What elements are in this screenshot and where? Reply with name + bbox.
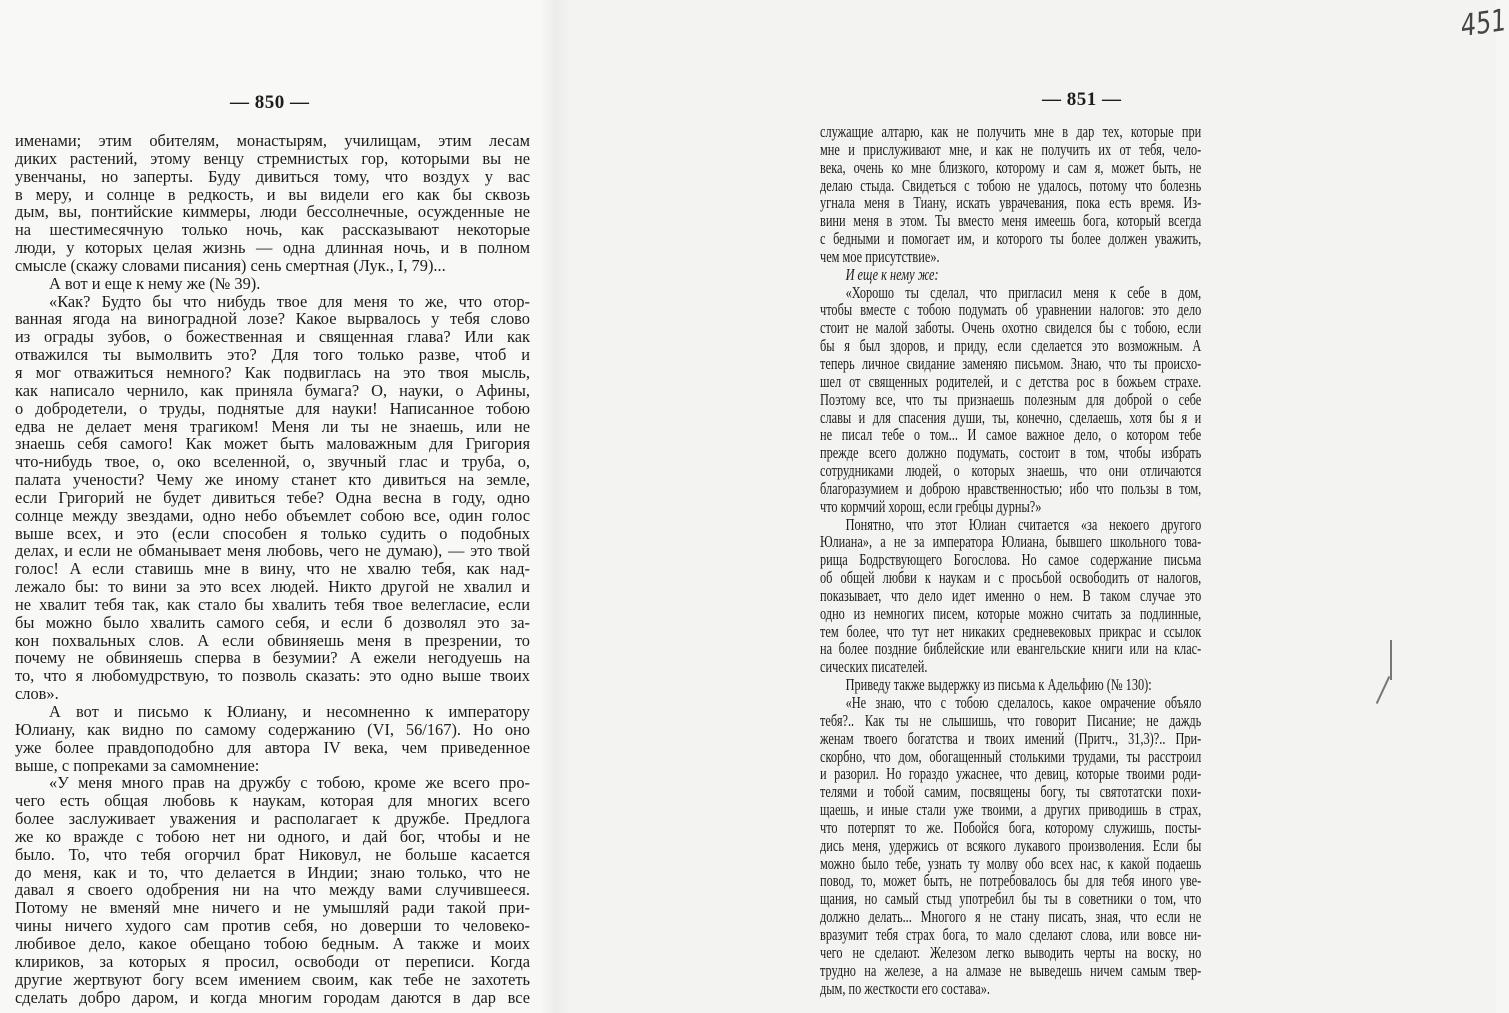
text-line: мне и прислуживают мне, и как не получить их от тебя, чело-	[820, 139, 1202, 159]
text-line: что-нибудь твое, о, око вселенной, о, звучный глас и труба, о,	[15, 452, 530, 472]
text-line: знаешь себя самого! Как может быть маловажным для Григория	[15, 434, 530, 454]
text-line: «Как? Будто бы что нибудь твое для меня то же, что отор-	[49, 291, 530, 311]
text-line: дись меня, удержись от всякого лукавого произволения. Если бы	[820, 835, 1202, 855]
text-line: Потому не вменяй мне ничего и не умышляй ради такой при-	[15, 898, 530, 918]
text-line: бы можно было хвалить самого себя, и если б дозволял это за-	[15, 612, 530, 632]
text-line: женам твоего богатства и твоих имений (Притч., 31,3)?.. При-	[820, 728, 1202, 748]
paragraph	[820, 676, 1201, 694]
text-line: более заслуживает уважения и располагает к дружбе. Предлога	[15, 809, 530, 829]
text-line: с бедными и помогает им, и которого ты более должен уважить,	[820, 229, 1202, 249]
paragraph	[820, 516, 1201, 677]
pencil-margin-mark	[1390, 640, 1392, 680]
text-line: диких растений, этому венцу стремнистых гор, которыми вы не	[15, 148, 530, 168]
text-line: тебя?.. Как ты не слышишь, что говорит Писание; не даждь	[820, 710, 1202, 730]
text-line: уже более правдоподобно для автора IV века, чем приведенное	[15, 737, 530, 757]
paragraph	[820, 266, 1201, 284]
text-line: А вот и еще к нему же (№ 39).	[49, 273, 261, 293]
text-line: другие жертвуют богу всем имением своим, как тебе не захотеть	[15, 969, 530, 989]
text-line: И еще к нему же:	[845, 264, 939, 284]
text-line: именами; этим обителям, монастырям, училищам, этим лесам	[15, 131, 530, 150]
text-line: трудно на железе, а на алмазе не выведешь ничем самым твер-	[820, 960, 1202, 980]
text-line: на более поздние библейские или евангельские книги или на клас-	[820, 639, 1202, 659]
text-line: и разорил. Но гораздо ужаснее, что девиц, которые твоими роди-	[820, 764, 1202, 784]
text-line: вразумит тебя страх бога, то мало сделают слова, или вовсе ни-	[820, 924, 1202, 944]
text-line: если Григорий не будет дивиться тебе? Одна весна в году, одно	[15, 487, 530, 507]
text-line: до меня, как и то, что делается в Индии; знаю только, что не	[15, 862, 530, 882]
text-line: чины ничего худого сам против себя, но доверши то человеко-	[15, 916, 530, 936]
text-line: то, что я любомудрствую, то позволь сказать: это одно выше твоих	[15, 666, 530, 686]
text-line: благоразумием и доброю нравственностью; ибо что пользы в том,	[820, 478, 1202, 498]
text-line: «У меня много прав на дружбу с тобою, кроме же всего про-	[49, 773, 530, 793]
left-text-column	[15, 132, 530, 1006]
text-line: делаю стыда. Свидеться с тобою не удалось, потому что болезнь	[820, 175, 1202, 195]
book-gutter	[540, 0, 570, 1013]
text-line: Приведу также выдержку из письма к Адельфию (№ 130):	[845, 675, 1152, 695]
text-line: клириков, за которых я просил, освободи от переписи. Когда	[15, 951, 530, 971]
text-line: чтобы вместе с тобою подумать об уравнении налогов: это дело	[820, 300, 1202, 320]
text-line: я мог отважиться немного? Как подвиглась на это твоя мысль,	[15, 362, 530, 382]
text-line: Понятно, что этот Юлиан считается «за некоего другого	[845, 514, 1202, 534]
text-line: показывает, что дело идет именно о нем. В таком случае это	[820, 585, 1202, 605]
text-line: люди, у которых целая жизнь — одна длинная ночь, и в полном	[15, 238, 530, 258]
text-line: кон похвальных слов. А если обвиняешь меня в презрении, то	[15, 630, 530, 650]
paragraph	[15, 275, 530, 293]
text-line: можно было тебе, узнать ту молву обо всех нас, к какой подаешь	[820, 853, 1202, 873]
text-line: делах, и если не обманывает меня любовь, чего не думаю), — это твой	[15, 541, 530, 561]
text-line: «Не знаю, что с тобою сделалось, какое омрачение объяло	[845, 693, 1202, 712]
text-line: Юлиану, как видно по самому содержанию (VI, 56/167). Но оно	[15, 719, 530, 739]
text-line: угнала меня в Тиану, искать уврачевания, пока есть время. Из-	[820, 193, 1202, 213]
text-line: Юлиана», а не за императора Юлиана, бывшего школьного това-	[820, 532, 1202, 552]
text-line: голос! А если ставишь мне в вину, что не хвалю тебя, как над-	[15, 559, 530, 579]
text-line: что потерпят то же. Побойся бога, которому служишь, посты-	[820, 817, 1202, 837]
text-line: дым, по жесткости его состава».	[820, 978, 990, 998]
text-line: сотрудниками людей, о которых знаешь, что они отличаются	[820, 461, 1202, 481]
paragraph	[15, 293, 530, 703]
paragraph	[820, 123, 1201, 266]
text-line: скорбно, что дом, обогащенный столькими трудами, ты расстроил	[820, 746, 1202, 766]
text-line: рища Бодрствующего Богослова. Но самое содержание письма	[820, 550, 1202, 570]
text-line: сделать добро даром, и когда многим городам даются в дар все	[15, 987, 530, 1007]
text-line: не хвалит тебя так, как стало бы хвалить тебя твое велегласие, если	[15, 594, 530, 614]
text-line: А вот и письмо к Юлиану, и несомненно к императору	[49, 702, 530, 721]
text-line: почему не обвиняешь сперва в безумии? А ежели негодуешь на	[15, 648, 530, 668]
text-line: выше, с попреками за самомнение:	[15, 755, 260, 775]
text-line: не писал тебе о том... И самое важное дело, о котором тебе	[820, 425, 1202, 445]
text-line: палата учености? Чему же иному станет кто дивиться на земле,	[15, 470, 530, 490]
text-line: солнце между звездами, одно небо объемлет собою все, один голос	[15, 505, 530, 525]
text-line: стоит не малой заботы. Очень охотно свиделся бы с тобою, если	[820, 318, 1202, 338]
text-line: чего есть общая любовь к наукам, которая для многих всего	[15, 791, 530, 811]
text-line: шел от священных родителей, и с детства рос в божьем страхе.	[820, 371, 1202, 391]
text-line: служащие алтарю, как не получить мне в дар тех, которые при	[820, 122, 1202, 141]
text-line: теперь личное свидание заменяю письмом. Знаю, что ты происхо-	[820, 353, 1202, 373]
text-line: было. То, что тебя огорчил брат Никовул, не больше касается	[15, 844, 530, 864]
text-line: чего не сделают. Железом легко выводить черты на воску, но	[820, 942, 1202, 962]
text-line: увенчаны, но заперты. Буду дивиться тому, что воздух у вас	[15, 166, 530, 186]
paragraph	[15, 703, 530, 774]
text-line: давал я своего одобрения ни на что между вами случившееся.	[15, 880, 530, 900]
text-line: тем более, что тут нет никаких средневековых прикрас и ссылок	[820, 621, 1202, 641]
text-line: сических писателей.	[820, 657, 928, 677]
text-line: об общей любви к наукам и с просьбой освободить от налогов,	[820, 568, 1202, 588]
text-line: лежало бы: то вини за это всех людей. Никто другой не хвалил и	[15, 577, 530, 597]
text-line: слов».	[15, 684, 59, 704]
text-line: повод, то, может быть, не потребовалось бы для тебя иного уве-	[820, 871, 1202, 891]
text-line: о добродетели, о труды, поднятые для науки! Написанное тобою	[15, 398, 530, 418]
paragraph	[820, 694, 1201, 997]
text-line: щаешь, и иные стали уже твоими, а других приводишь в страх,	[820, 800, 1202, 820]
text-line: из ограды зубов, о божественная и священная глава? Или как	[15, 327, 530, 347]
text-line: что кормчий хорош, если гребцы дурны?»	[820, 496, 1042, 516]
text-line: «Хорошо ты сделал, что пригласил меня к себе в дом,	[845, 282, 1202, 302]
text-line: века, очень ко мне близкого, которому и сам я, может быть, не	[820, 157, 1202, 177]
text-line: смысле (скажу словами писания) сень смертная (Лук., I, 79)...	[15, 255, 446, 275]
text-line: щания, но самый стыд употребил бы ты в советники о том, что	[820, 889, 1202, 909]
text-line: славы и для спасения души, ты, конечно, сделаешь, хотя бы я и	[820, 407, 1202, 427]
handwritten-page-annotation: 451	[1458, 2, 1509, 45]
text-line: должно делать... Многого я не стану писать, зная, что если не	[820, 907, 1202, 927]
text-line: как написало чернило, как приняла бумага? О, науки, о Афины,	[15, 380, 530, 400]
text-line: чем мое присутствие».	[820, 246, 940, 266]
text-line: прежде всего должно подумать, состоит в том, чтобы избрать	[820, 443, 1202, 463]
text-line: в меру, и солнце в редкость, и вы видели его как бы сквозь	[15, 184, 530, 204]
text-line: на шестимесячную только ночь, как рассказывают некоторые	[15, 220, 530, 240]
text-line: Поэтому все, что ты признаешь полезным для доброй о себе	[820, 389, 1202, 409]
text-line: выше всех, и это (если способен я только судить о подобных	[15, 523, 530, 543]
page-number-right: — 851 —	[1042, 89, 1122, 110]
text-line: ванная ягода на виноградной лозе? Какое вырвалось у тебя слово	[15, 309, 530, 329]
text-line: одно из немногих писем, которые можно считать за подлинные,	[820, 603, 1202, 623]
paragraph	[15, 132, 530, 275]
text-line: отважился ты вымолвить это? Для того только разве, чтоб и	[15, 345, 530, 365]
paragraph	[15, 774, 530, 1006]
right-text-column	[820, 123, 1201, 997]
text-line: же ко вражде с тобою нет ни одного, и дай бог, чтобы и не	[15, 826, 530, 846]
text-line: едва не делает меня трагиком! Меня ли ты не знаешь, или не	[15, 416, 530, 436]
page-number-left: — 850 —	[230, 92, 310, 113]
text-line: любивое дело, какое обещано тобою бедным. А также и моих	[15, 933, 530, 953]
text-line: бы я был здоров, и приду, если сделается это возможным. А	[820, 336, 1202, 356]
text-line: телями и тобой самим, посвящены богу, ты святотатски похи-	[820, 782, 1202, 802]
text-line: дым, вы, понтийские киммеры, люди бессолнечные, осужденные не	[15, 202, 530, 222]
paragraph	[820, 284, 1201, 516]
text-line: вини меня в этом. Ты вместо меня имеешь бога, который всегда	[820, 211, 1202, 231]
